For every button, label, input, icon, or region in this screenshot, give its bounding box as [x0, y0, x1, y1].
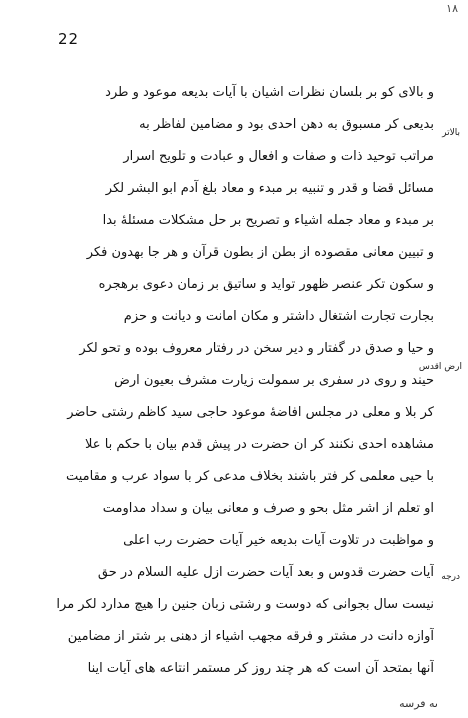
manuscript-line: آوازه دانت در مشتر و فرقه مجهب اشیاء از دهنی بر شتر از مضامین: [67, 629, 434, 644]
page-number: 22: [58, 30, 80, 48]
manuscript-line: بجارت تجارت اشتغال داشتر و مکان امانت و دیانت و حزم: [123, 309, 434, 324]
manuscript-line: مشاهده احدی نکنند کر ان حضرت در پیش قدم بیان با حکم با علا: [85, 437, 434, 452]
manuscript-line: مراتب توحید ذات و صفات و افعال و عبادت و تلویح اسرار: [123, 149, 434, 164]
manuscript-line: کر بلا و معلی در مجلس افاضۀ موعود حاجی سید کاظم رشتی حاضر: [67, 405, 434, 420]
manuscript-line: او تعلم از اشر مثل بحو و صرف و معانی بیان و سداد مداومت: [102, 501, 434, 516]
margin-note: درجه: [441, 572, 460, 582]
manuscript-line: و حیا و صدق در گفتار و دیر سخن در رفتار معروف بوده و تحو لکر: [79, 341, 434, 356]
manuscript-line: و سکون تکر عنصر ظهور تواید و ساتیق بر زمان دعوی برهجره: [98, 277, 434, 292]
manuscript-line: و مواظبت در تلاوت آیات بدیعه خیر آیات حضرت رب اعلی: [123, 533, 434, 548]
margin-note: ارض اقدس: [418, 362, 462, 372]
manuscript-line: آنها بمتحد آن است که هر چند روز کر مستمر انتاعه های آیات اینا: [87, 661, 434, 676]
manuscript-line: مسائل قضا و قدر و تنبیه بر مبدء و معاد بلغ آدم ابو البشر لکر: [105, 181, 434, 196]
corner-mark: ١٨: [446, 2, 458, 15]
margin-note: بالاتر: [442, 128, 460, 138]
manuscript-line: حیند و روی در سفری بر سمولت زیارت مشرف بعیون ارض: [114, 373, 434, 388]
manuscript-line: و تبیین معانی مقصوده از بطن از بطون قرآن و هر جا بهدون فکر: [86, 245, 434, 260]
manuscript-line: با حیی معلمی کر فتر باشند بخلاف مدعی کر با سواد عرب و مقامیت: [65, 469, 434, 484]
manuscript-line: بدیعی کر مسبوق به دهن احدی بود و مضامین لفاظر به: [139, 117, 434, 132]
manuscript-line: و بالای کو بر بلسان نظرات اشیان با آیات بدیعه موعود و طرد: [105, 85, 434, 100]
footer-mark: ٮه ٯرسه: [399, 697, 438, 710]
manuscript-line: آیات حضرت قدوس و بعد آیات حضرت ازل علیه السلام در حق: [97, 565, 434, 580]
manuscript-line: نیست سال بجوانی که دوست و رشتی زبان جنین را هیچ مدارد لکر مرا: [56, 597, 434, 612]
manuscript-line: بر مبدء و معاد جمله اشیاء و تصریح بر حل مشکلات مسئلۀ بدا: [102, 213, 434, 228]
